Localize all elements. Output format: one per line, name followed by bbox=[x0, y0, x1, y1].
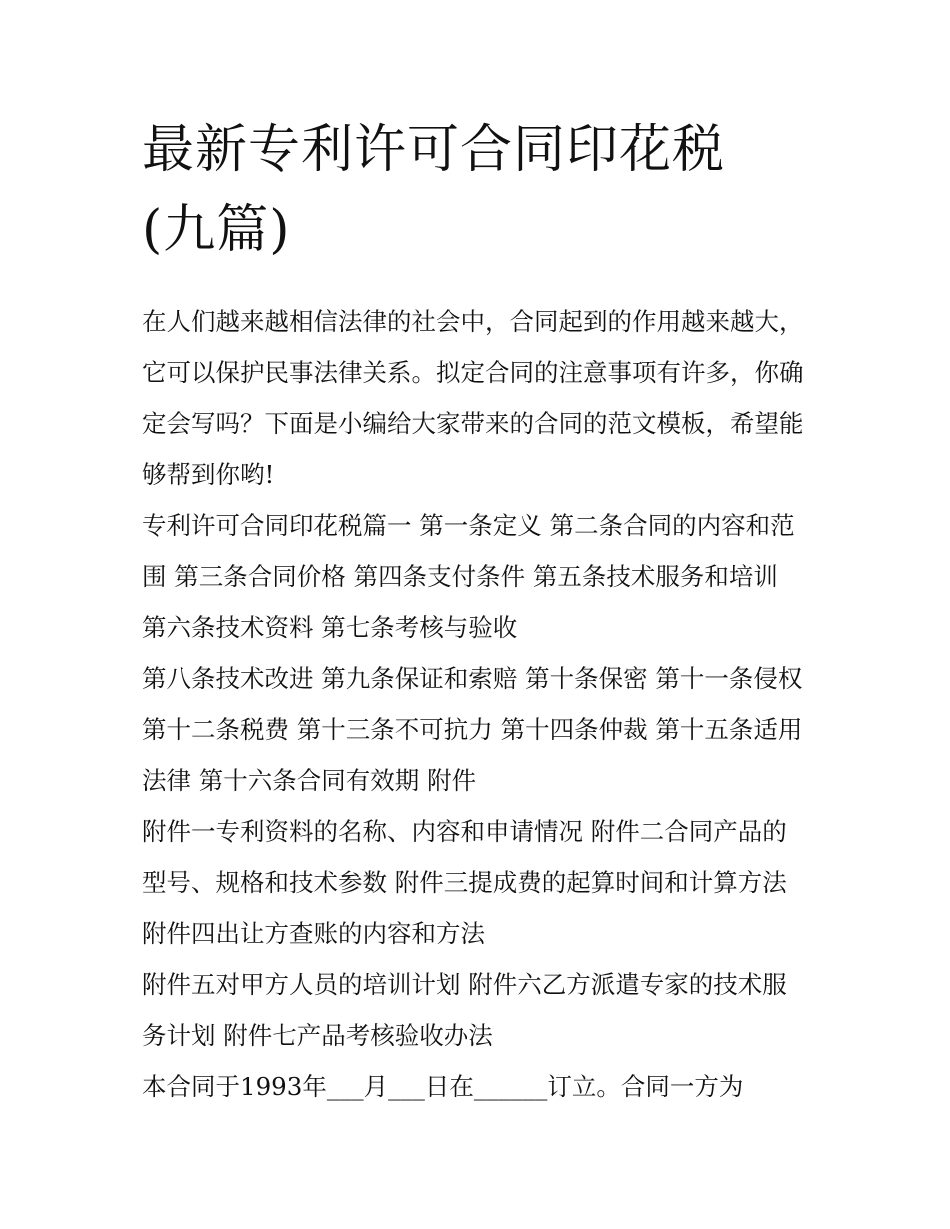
body-line: 附件一专利资料的名称、内容和申请情况 附件二合同产品的 bbox=[142, 817, 787, 846]
document-page bbox=[142, 110, 822, 1112]
body-line: 够帮到你哟! bbox=[142, 460, 275, 489]
document-title: 最新专利许可合同印花税(九篇) bbox=[142, 120, 726, 260]
body-line: 专利许可合同印花税篇一 第一条定义 第二条合同的内容和范 bbox=[142, 511, 795, 540]
body-line: 第六条技术资料 第七条考核与验收 bbox=[142, 613, 518, 642]
body-line: 本合同于1993年___月___日在______订立。合同一方为 bbox=[142, 1072, 744, 1101]
body-line: 围 第三条合同价格 第四条支付条件 第五条技术服务和培训 bbox=[142, 562, 778, 591]
body-line: 法律 第十六条合同有效期 附件 bbox=[142, 766, 477, 795]
body-line: 型号、规格和技术参数 附件三提成费的起算时间和计算方法 bbox=[142, 868, 787, 897]
body-line: 在人们越来越相信法律的社会中，合同起到的作用越来越大， bbox=[142, 307, 804, 336]
body-line: 它可以保护民事法律关系。拟定合同的注意事项有许多，你确 bbox=[142, 358, 804, 387]
body-line: 附件五对甲方人员的培训计划 附件六乙方派遣专家的技术服 bbox=[142, 970, 787, 999]
body-line: 务计划 附件七产品考核验收办法 bbox=[142, 1021, 493, 1050]
document-body bbox=[142, 296, 822, 1112]
body-line: 附件四出让方查账的内容和方法 bbox=[142, 919, 485, 948]
body-line: 第十二条税费 第十三条不可抗力 第十四条仲裁 第十五条适用 bbox=[142, 715, 803, 744]
body-line: 定会写吗？下面是小编给大家带来的合同的范文模板，希望能 bbox=[142, 409, 804, 438]
body-line: 第八条技术改进 第九条保证和索赔 第十条保密 第十一条侵权 bbox=[142, 664, 803, 693]
